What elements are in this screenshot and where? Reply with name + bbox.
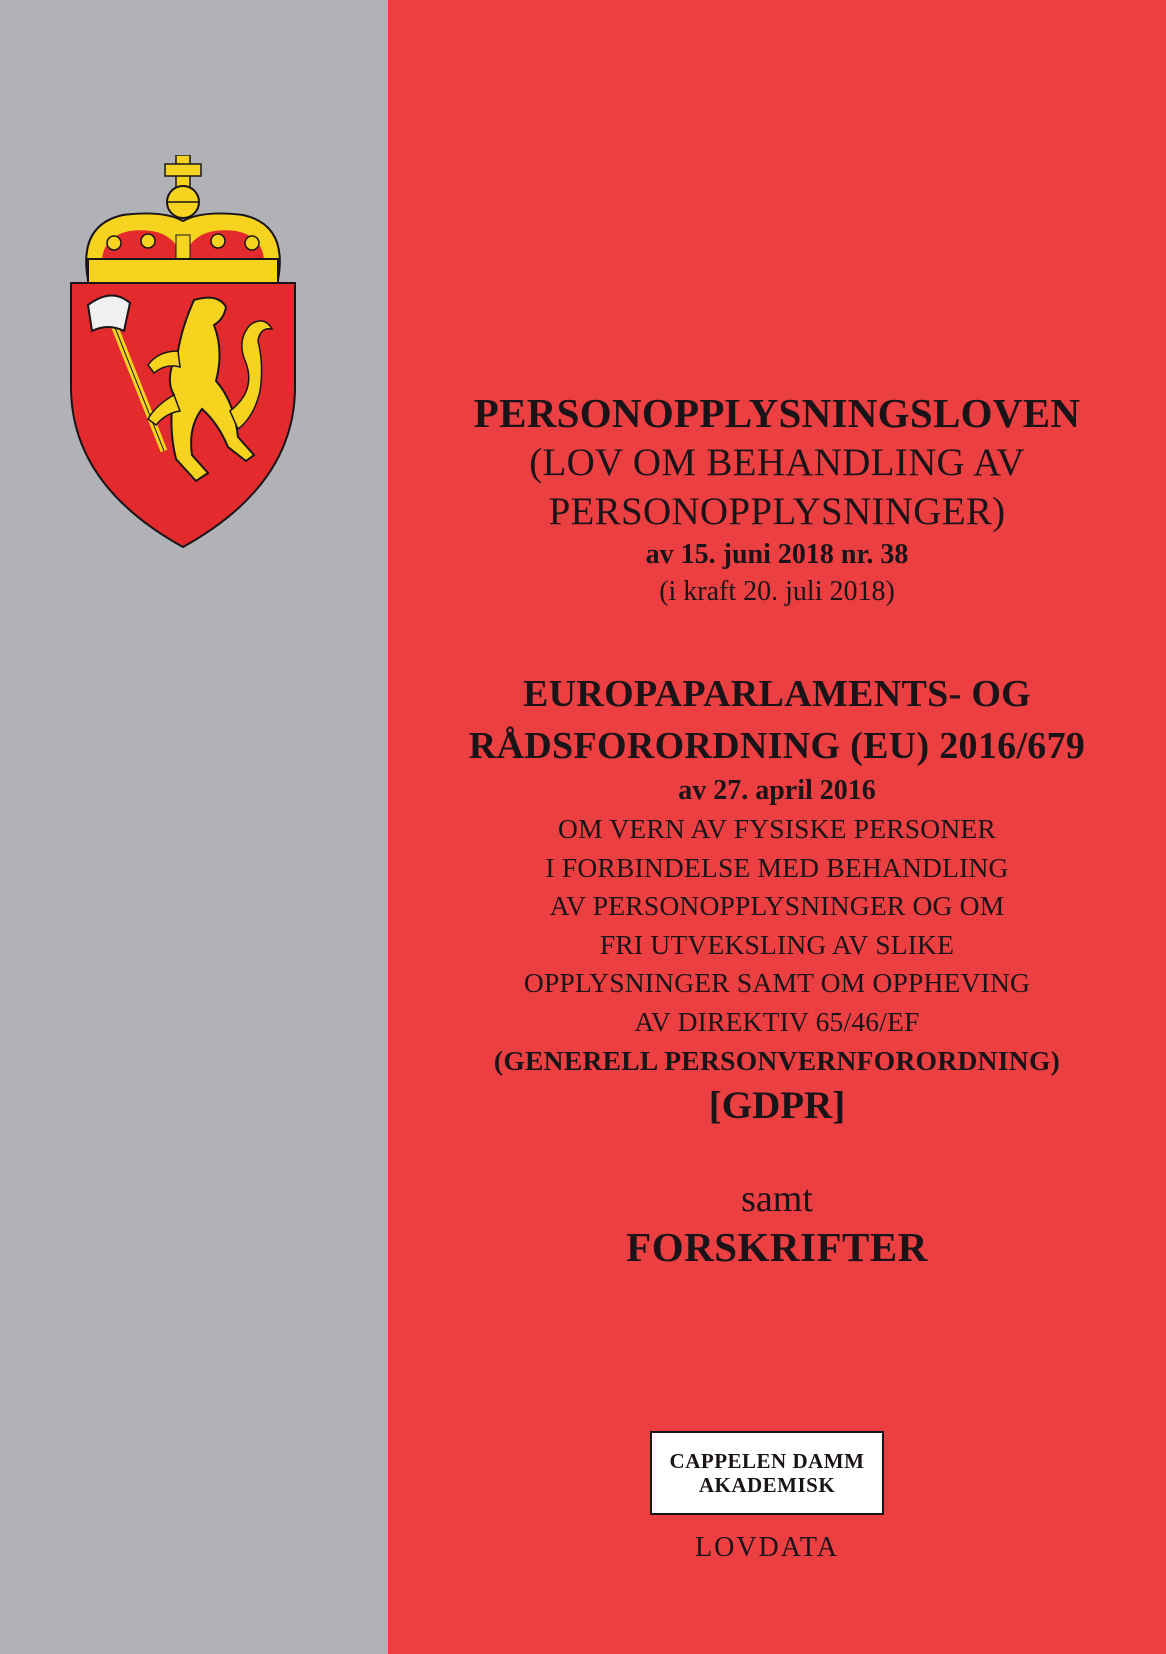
publisher-imprint: AKADEMISK bbox=[698, 1473, 836, 1497]
eu-short-name: (GENERELL PERSONVERNFORORDNING) bbox=[493, 1045, 1061, 1076]
law-subtitle-line: PERSONOPPLYSNINGER) bbox=[548, 490, 1006, 533]
extra-section bbox=[388, 1176, 1166, 1272]
eu-title-line: EUROPAPARLAMENTS- OG bbox=[522, 673, 1032, 715]
eu-body-line: FRI UTVEKSLING AV SLIKE bbox=[599, 928, 955, 960]
eu-body-line: OM VERN AV FYSISKE PERSONER bbox=[558, 813, 996, 844]
law-title: PERSONOPPLYSNINGSLOVEN bbox=[473, 390, 1081, 436]
eu-body-line: OPPLYSNINGER SAMT OM OPPHEVING bbox=[523, 967, 1031, 998]
eu-date: av 27. april 2016 bbox=[678, 775, 876, 806]
eu-abbreviation: [GDPR] bbox=[708, 1084, 846, 1127]
law-subtitle-line: (LOV OM BEHANDLING AV bbox=[529, 441, 1025, 484]
law-in-force: (i kraft 20. juli 2018) bbox=[659, 576, 895, 607]
partner-name: LOVDATA bbox=[695, 1532, 839, 1563]
publisher-logo bbox=[650, 1431, 884, 1515]
publisher-name: CAPPELEN DAMM bbox=[669, 1449, 865, 1473]
law-section bbox=[388, 388, 1166, 610]
forskrifter-title: FORSKRIFTER bbox=[626, 1224, 928, 1270]
norwegian-coat-of-arms-icon bbox=[68, 155, 298, 551]
eu-body-line: AV DIREKTIV 65/46/EF bbox=[634, 1005, 920, 1037]
eu-body-line: AV PERSONOPPLYSNINGER OG OM bbox=[549, 890, 1005, 921]
eu-section bbox=[388, 668, 1166, 1131]
law-date: av 15. juni 2018 nr. 38 bbox=[645, 539, 909, 570]
eu-body-line: I FORBINDELSE MED BEHANDLING bbox=[545, 851, 1009, 883]
eu-title-line: RÅDSFORORDNING (EU) 2016/679 bbox=[468, 725, 1086, 767]
samt-text: samt bbox=[741, 1178, 813, 1220]
